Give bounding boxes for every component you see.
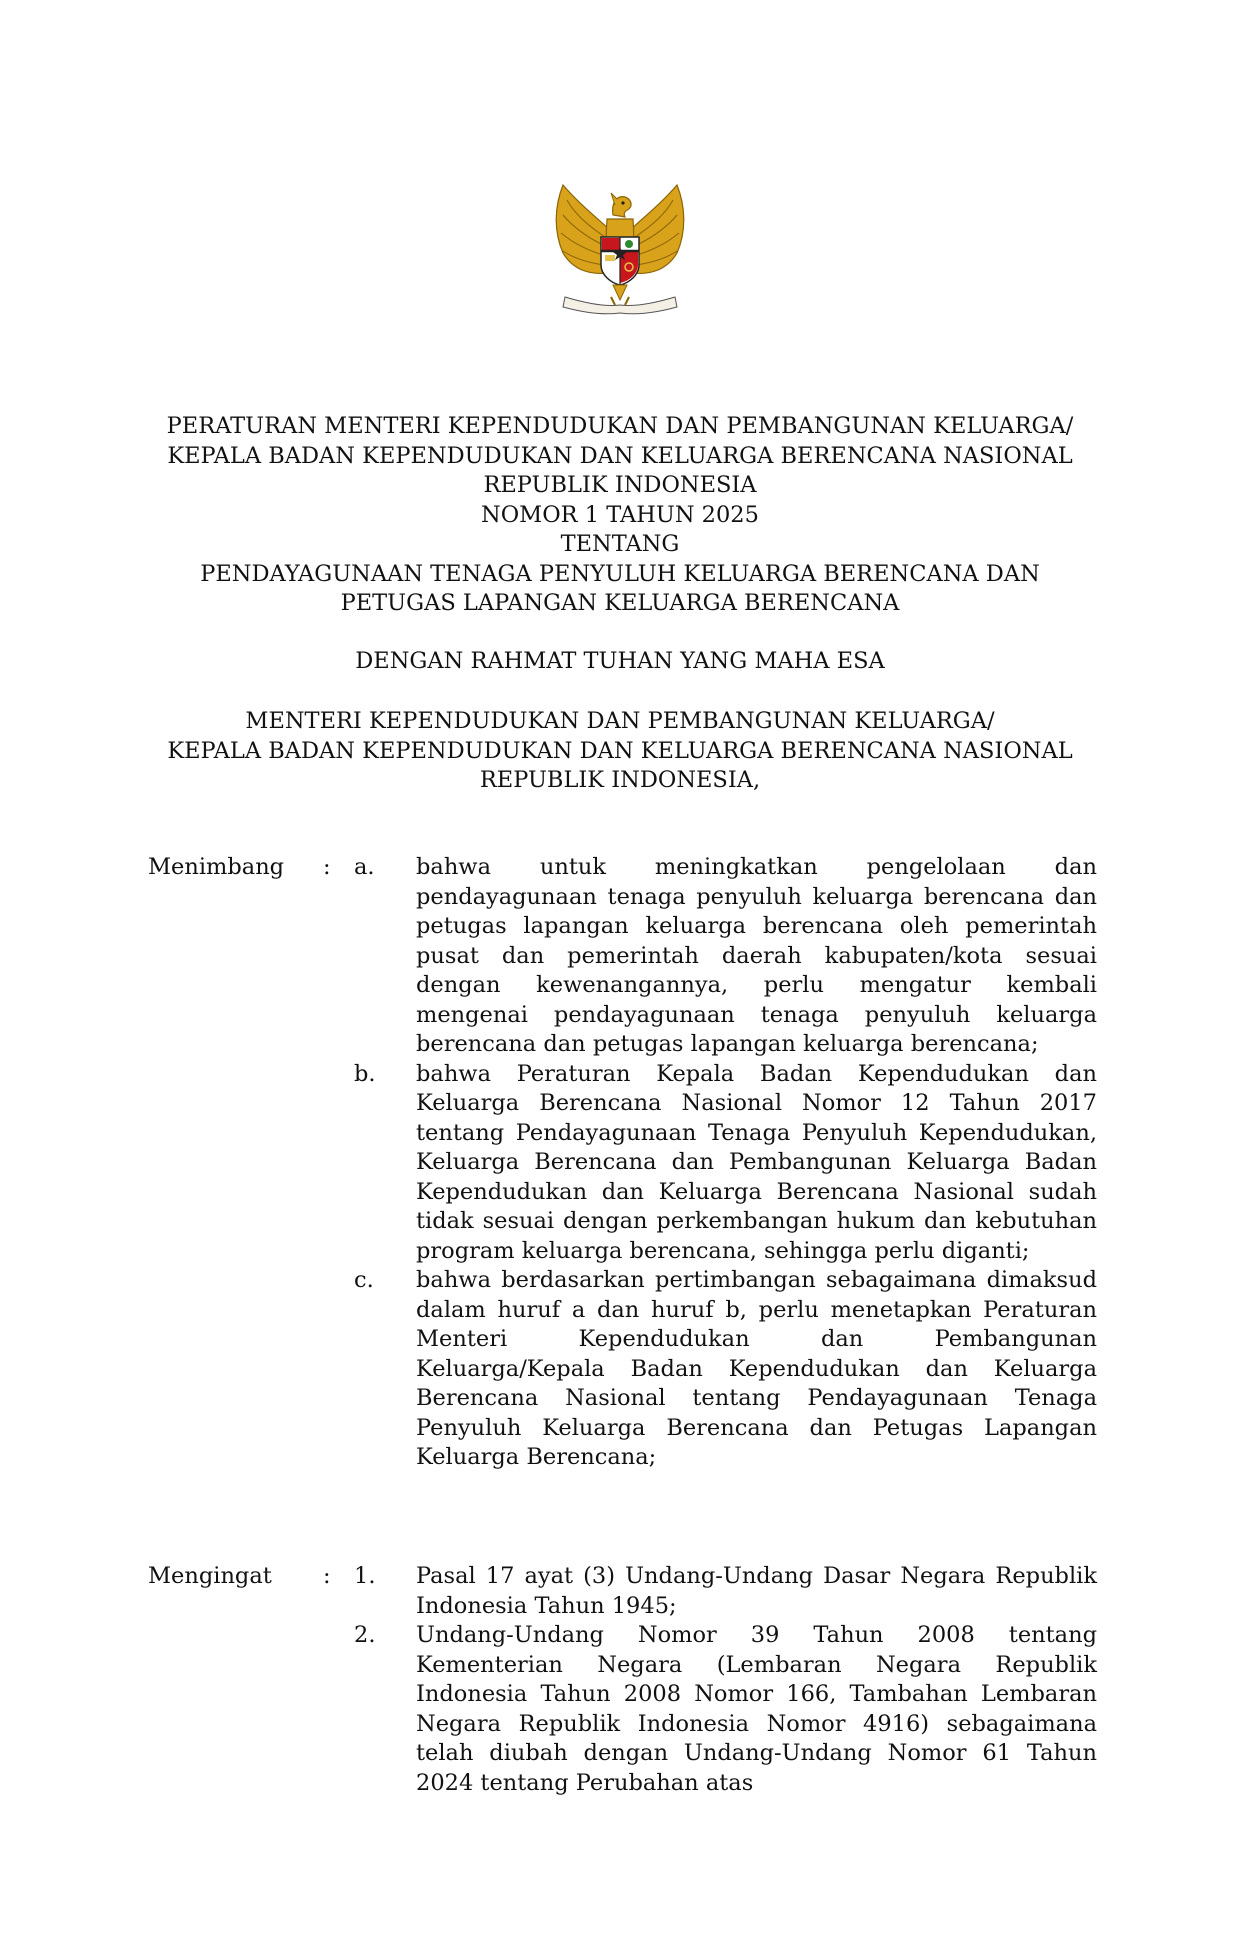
garuda-emblem-icon	[545, 175, 695, 325]
menimbang-section	[148, 853, 1098, 1473]
title-line: REPUBLIK INDONESIA	[483, 472, 757, 498]
item-marker: c.	[354, 1267, 374, 1293]
mengingat-item-1	[148, 1562, 1098, 1621]
item-marker: 1.	[354, 1563, 376, 1589]
mengingat-section	[148, 1562, 1098, 1798]
item-text: Pasal 17 ayat (3) Undang-Undang Dasar Negara Republik Indonesia Tahun 1945;	[416, 1563, 1097, 1619]
item-text: bahwa untuk meningkatkan pengelolaan dan pendayagunaan tenaga penyuluh keluarga berencana dan petugas lapangan keluarga berencana oleh pemerintah pusat dan pemerintah daerah kabupaten/kota sesuai dengan kewenangannya, perlu mengatur kembali mengenai pendayagunaan tenaga penyuluh keluarga berencana dan petugas lapangan keluarga berencana;	[416, 854, 1097, 1057]
item-marker: 2.	[354, 1622, 376, 1648]
title-subject-line: PENDAYAGUNAAN TENAGA PENYULUH KELUARGA BERENCANA DAN	[200, 560, 1040, 587]
rahmat-line: DENGAN RAHMAT TUHAN YANG MAHA ESA	[355, 648, 885, 674]
menimbang-item-c	[148, 1266, 1098, 1473]
menimbang-label: Menimbang	[148, 854, 285, 880]
item-marker: b.	[354, 1060, 376, 1087]
minister-heading	[120, 707, 1120, 796]
menimbang-item-b	[148, 1060, 1098, 1267]
minister-line: REPUBLIK INDONESIA,	[479, 767, 761, 793]
item-marker: a.	[354, 854, 375, 880]
item-text: bahwa berdasarkan pertimbangan sebagaimana dimaksud dalam huruf a dan huruf b, perlu menetapkan Peraturan Menteri Kependudukan dan Pembangunan Keluarga/Kepala Badan Kependudukan dan Keluarga Berencana Nasional tentang Pendayagunaan Tenaga Penyuluh Keluarga Berencana dan Petugas Lapangan Keluarga Berencana;	[416, 1267, 1097, 1470]
mengingat-item-2	[148, 1621, 1098, 1798]
menimbang-item-a	[148, 853, 1098, 1060]
regulation-title	[120, 412, 1120, 619]
item-text: bahwa Peraturan Kepala Badan Kependudukan dan Keluarga Berencana Nasional Nomor 12 Tahun 2017 tentang Pendayagunaan Tenaga Penyuluh Kependudukan, Keluarga Berencana dan Pembangunan Keluarga Badan Kependudukan dan Keluarga Berencana Nasional sudah tidak sesuai dengan perkembangan hukum dan kebutuhan program keluarga berencana, sehingga perlu diganti;	[416, 1060, 1097, 1264]
title-line: KEPALA BADAN KEPENDUDUKAN DAN KELUARGA BERENCANA NASIONAL	[167, 442, 1073, 469]
rahmat-heading	[120, 647, 1120, 677]
regulation-number: NOMOR 1 TAHUN 2025	[481, 501, 759, 528]
mengingat-colon: :	[323, 1563, 331, 1589]
title-tentang: TENTANG	[560, 531, 680, 557]
item-text: Undang-Undang Nomor 39 Tahun 2008 tentang Kementerian Negara (Lembaran Negara Republik Indonesia Tahun 2008 Nomor 166, Tambahan Lembaran Negara Republik Indonesia Nomor 4916) sebagaimana telah diubah dengan Undang-Undang Nomor 61 Tahun 2024 tentang Perubahan atas	[416, 1622, 1097, 1796]
mengingat-label: Mengingat	[148, 1563, 272, 1589]
minister-line: KEPALA BADAN KEPENDUDUKAN DAN KELUARGA BERENCANA NASIONAL	[167, 737, 1073, 764]
minister-line: MENTERI KEPENDUDUKAN DAN PEMBANGUNAN KELUARGA/	[245, 708, 995, 734]
title-subject-line: PETUGAS LAPANGAN KELUARGA BERENCANA	[340, 590, 900, 616]
title-line: PERATURAN MENTERI KEPENDUDUKAN DAN PEMBANGUNAN KELUARGA/	[166, 413, 1074, 439]
menimbang-colon: :	[323, 854, 331, 880]
